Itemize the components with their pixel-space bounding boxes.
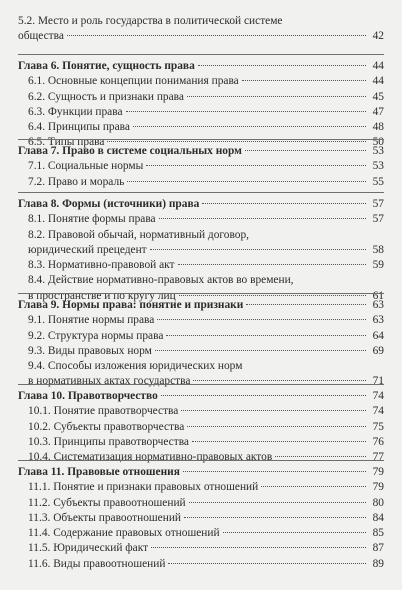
toc-page-number: 57 xyxy=(372,198,384,210)
toc-entry xyxy=(18,435,384,450)
chapter-6 xyxy=(18,54,384,151)
toc-entry xyxy=(18,175,384,190)
toc-entry-text: 7.2. Право и мораль xyxy=(28,175,125,188)
toc-entry xyxy=(18,526,384,541)
toc-entry-text: 7.1. Социальные нормы xyxy=(28,160,144,173)
toc-entry xyxy=(18,105,384,120)
toc-entry-text: 8.2. Правовой обычай, нормативный договор, xyxy=(28,228,250,241)
toc-page-number: 89 xyxy=(372,557,384,570)
toc-page-number: 63 xyxy=(372,299,384,311)
toc-entry-text-cont: юридический прецедент xyxy=(28,243,147,256)
toc-entry xyxy=(18,359,384,374)
toc-entry-text: 11.5. Юридический факт xyxy=(28,542,149,555)
toc-page-number: 47 xyxy=(372,105,384,118)
toc-page-number: 57 xyxy=(372,213,384,226)
dot-leader xyxy=(202,203,366,204)
toc-entry-text: 10.2. Субъекты правотворчества xyxy=(28,420,185,433)
toc-page-number: 53 xyxy=(372,145,384,157)
chapter-heading xyxy=(18,298,384,313)
toc-page-number: 87 xyxy=(372,542,384,555)
toc-entry xyxy=(18,74,384,89)
toc-page-number: 53 xyxy=(372,160,384,173)
toc-entry-text: 11.6. Виды правоотношений xyxy=(28,557,166,570)
dot-leader xyxy=(150,249,366,250)
toc-page-number: 71 xyxy=(372,375,384,388)
toc-entry-text: 10.4. Систематизация нормативно-правовых актов xyxy=(28,451,273,464)
toc-page-number: 84 xyxy=(372,511,384,524)
dot-leader xyxy=(275,456,366,457)
toc-page-number: 85 xyxy=(372,527,384,540)
toc-entry-text: 9.4. Способы изложения юридических норм xyxy=(28,360,243,373)
toc-entry-text: 6.5. Типы права xyxy=(28,136,105,149)
toc-entry-line xyxy=(18,14,384,29)
toc-entry xyxy=(18,258,384,273)
toc-entry-text: 9.3. Виды правовых норм xyxy=(28,344,152,357)
dot-leader xyxy=(198,65,366,66)
dot-leader xyxy=(187,426,366,427)
dot-leader xyxy=(126,111,366,112)
toc-page-number: 74 xyxy=(372,390,384,402)
toc-page-number: 80 xyxy=(372,496,384,509)
dot-leader xyxy=(246,304,366,305)
toc-page-number: 76 xyxy=(372,435,384,448)
toc-page-number: 77 xyxy=(372,451,384,464)
chapter-8 xyxy=(18,192,384,304)
toc-entry-text: 5.2. Место и роль государства в политической системе xyxy=(18,15,283,27)
toc-page-number: 45 xyxy=(372,90,384,103)
dot-leader xyxy=(157,319,366,320)
toc-page-number: 75 xyxy=(372,420,384,433)
toc-entry xyxy=(18,511,384,526)
toc-entry xyxy=(18,120,384,135)
toc-entry-text: 9.2. Структура нормы права xyxy=(28,329,164,342)
toc-page-number: 55 xyxy=(372,175,384,188)
toc-page-number: 64 xyxy=(372,329,384,342)
chapter-heading xyxy=(18,389,384,404)
toc-entry-text-cont: в пространстве и по кругу лиц xyxy=(28,289,176,302)
toc-entry-text: 11.1. Понятие и признаки правовых отношений xyxy=(28,481,259,494)
dot-leader xyxy=(178,264,366,265)
chapter-title: Глава 8. Формы (источники) права xyxy=(18,198,200,210)
toc-entry xyxy=(18,313,384,328)
toc-page-number: 48 xyxy=(372,121,384,134)
toc-entry xyxy=(18,344,384,359)
toc-entry xyxy=(18,496,384,511)
toc-page-number: 50 xyxy=(372,136,384,149)
toc-entry-text-cont: в нормативных актах государства xyxy=(28,375,191,388)
dot-leader xyxy=(181,410,366,411)
dot-leader xyxy=(192,441,366,442)
toc-page-number: 61 xyxy=(372,289,384,302)
toc-page-number: 63 xyxy=(372,314,384,327)
dot-leader xyxy=(67,35,366,36)
toc-entry xyxy=(18,557,384,572)
toc-entry xyxy=(18,541,384,556)
dot-leader xyxy=(146,165,366,166)
dot-leader xyxy=(151,547,366,548)
toc-entry xyxy=(18,212,384,227)
toc-entry-text: 10.3. Принципы правотворчества xyxy=(28,435,189,448)
dot-leader xyxy=(187,96,366,97)
dot-leader xyxy=(223,532,366,533)
toc-entry xyxy=(18,228,384,243)
chapter-heading xyxy=(18,465,384,480)
toc-entry-text: 6.3. Функции права xyxy=(28,105,123,118)
dot-leader xyxy=(168,563,366,564)
dot-leader xyxy=(127,181,366,182)
dot-leader xyxy=(245,150,366,151)
chapter-title: Глава 11. Правовые отношения xyxy=(18,466,180,478)
toc-page-number: 79 xyxy=(372,481,384,494)
toc-entry-cont xyxy=(18,243,384,258)
toc-page-number: 58 xyxy=(372,243,384,256)
toc-entry-text: 6.1. Основные концепции понимания права xyxy=(28,75,239,88)
toc-page-number: 44 xyxy=(372,75,384,88)
dot-leader xyxy=(133,126,366,127)
dot-leader xyxy=(166,335,366,336)
dot-leader xyxy=(193,380,366,381)
chapter-11 xyxy=(18,460,384,572)
toc-entry xyxy=(18,480,384,495)
toc-entry-text: 6.2. Сущность и признаки права xyxy=(28,90,184,103)
toc-entry xyxy=(18,329,384,344)
toc-page-number: 42 xyxy=(372,30,384,43)
toc-page-number: 69 xyxy=(372,344,384,357)
toc-page-number: 59 xyxy=(372,259,384,272)
dot-leader xyxy=(183,471,366,472)
dot-leader xyxy=(242,80,366,81)
toc-entry-text: 6.4. Принципы права xyxy=(28,121,130,134)
toc-page-number: 74 xyxy=(372,405,384,418)
toc-page-number: 79 xyxy=(372,466,384,478)
toc-entry xyxy=(18,159,384,174)
chapter-heading xyxy=(18,197,384,212)
toc-entry xyxy=(18,420,384,435)
chapter-title: Глава 9. Нормы права: понятие и признаки xyxy=(18,299,244,311)
chapter-title: Глава 6. Понятие, сущность права xyxy=(18,60,195,72)
toc-entry-text: 11.2. Субъекты правоотношений xyxy=(28,496,186,509)
toc-entry-text: 8.4. Действие нормативно-правовых актов во времени, xyxy=(28,274,294,287)
toc-entry xyxy=(18,90,384,105)
dot-leader xyxy=(184,517,366,518)
dot-leader xyxy=(261,486,366,487)
toc-entry-text: 11.4. Содержание правовых отношений xyxy=(28,527,220,540)
toc-entry-text: 9.1. Понятие нормы права xyxy=(28,314,155,327)
toc-entry-5-2 xyxy=(18,14,384,45)
dot-leader xyxy=(189,502,366,503)
toc-entry-text: 8.1. Понятие формы права xyxy=(28,213,156,226)
chapter-heading xyxy=(18,144,384,159)
toc-entry xyxy=(18,273,384,288)
toc-entry-text-cont: общества xyxy=(18,30,64,43)
dot-leader xyxy=(161,395,366,396)
chapter-title: Глава 10. Правотворчество xyxy=(18,390,158,402)
toc-entry-text: 11.3. Объекты правоотношений xyxy=(28,511,182,524)
chapter-10 xyxy=(18,384,384,465)
toc-entry-text: 10.1. Понятие правотворчества xyxy=(28,405,179,418)
chapter-7 xyxy=(18,139,384,190)
toc-entry xyxy=(18,404,384,419)
dot-leader xyxy=(155,350,366,351)
toc-entry-text: 8.3. Нормативно-правовой акт xyxy=(28,259,175,272)
chapter-heading xyxy=(18,59,384,74)
toc-page-number: 44 xyxy=(372,60,384,72)
dot-leader xyxy=(159,218,366,219)
chapter-title: Глава 7. Право в системе социальных норм xyxy=(18,145,242,157)
chapter-9 xyxy=(18,293,384,390)
toc-entry-line xyxy=(18,29,384,44)
